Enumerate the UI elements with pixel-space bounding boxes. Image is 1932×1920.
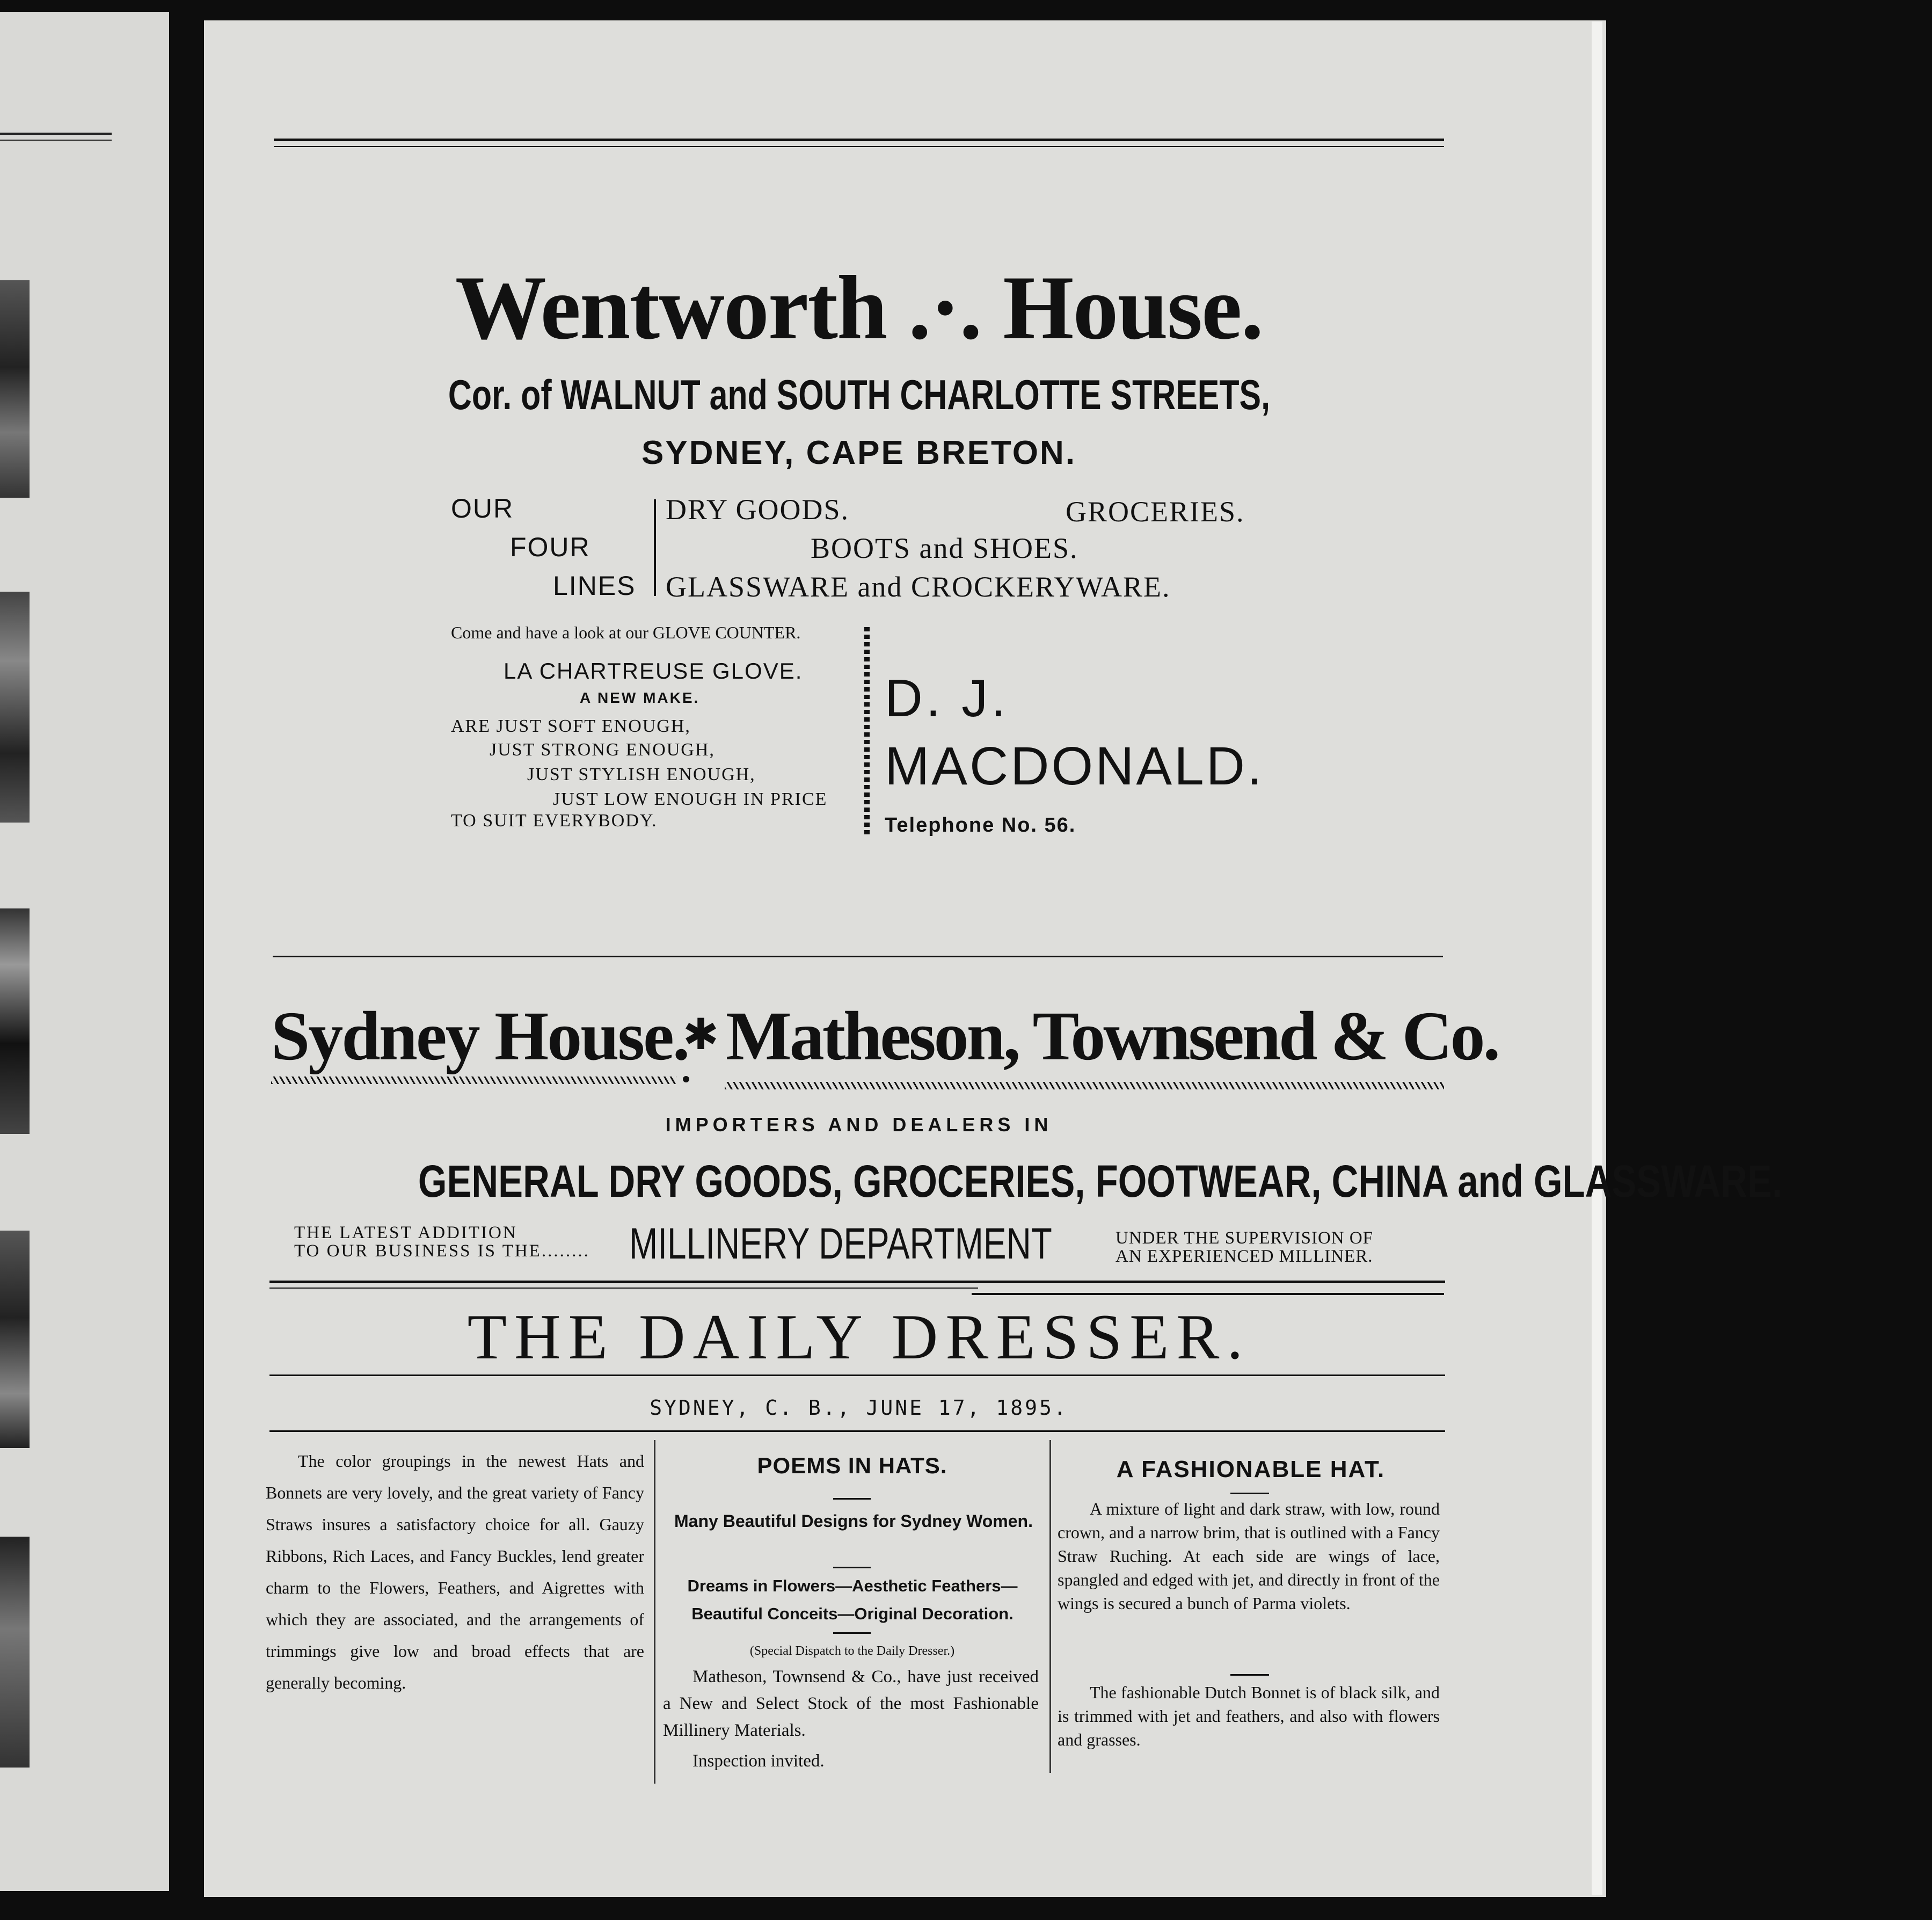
line-groceries: GROCERIES. bbox=[1066, 496, 1245, 528]
short-rule bbox=[1230, 1674, 1269, 1676]
top-rule bbox=[274, 139, 1444, 141]
column-2-title: POEMS IN HATS. bbox=[757, 1453, 947, 1478]
sydney-house-name: Sydney House. bbox=[271, 998, 689, 1075]
brace bbox=[654, 499, 656, 596]
inspection-invited: Inspection invited. bbox=[692, 1751, 825, 1771]
dateline: SYDNEY, C. B., JUNE 17, 1895. bbox=[650, 1396, 1068, 1420]
column-2-text: Matheson, Townsend & Co., have just received a New and Select Stock of the most Fashionable Millinery Materials. bbox=[663, 1667, 1039, 1740]
column-3-title: A FASHIONABLE HAT. bbox=[1116, 1456, 1386, 1482]
adjacent-photo bbox=[0, 1231, 30, 1448]
section-rule bbox=[972, 1293, 1444, 1295]
column-3-text: A mixture of light and dark straw, with low, round crown, and a narrow brim, that is outlined with a Fancy Straw Ruching. At each side are wings of lace, spangled and edged with jet, and directly in front of the wings is secured a bunch of Parma violets. bbox=[1058, 1499, 1440, 1613]
wentworth-city: SYDNEY, CAPE BRETON. bbox=[641, 434, 1076, 471]
column-2-subhead: Many Beautiful Designs for Sydney Women. bbox=[674, 1511, 1033, 1531]
top-rule bbox=[274, 146, 1444, 147]
adjacent-photo bbox=[0, 280, 30, 498]
glove-new-make: A NEW MAKE. bbox=[580, 689, 700, 706]
wentworth-title: Wentworth .·. House. bbox=[455, 257, 1263, 358]
proprietor-name: MACDONALD. bbox=[885, 736, 1264, 796]
column-2-subhead: Dreams in Flowers—Aesthetic Feathers—Beautiful Conceits—Original Decoration. bbox=[687, 1576, 1018, 1623]
proprietor-initials: D. J. bbox=[885, 668, 1009, 728]
adjacent-photo bbox=[0, 592, 30, 823]
adjacent-page bbox=[0, 12, 169, 1891]
short-rule bbox=[833, 1498, 871, 1500]
dot-ornament bbox=[683, 1076, 689, 1082]
adjacent-page-rule bbox=[0, 140, 112, 141]
column-separator bbox=[1049, 1440, 1051, 1773]
decorative-bar bbox=[271, 1077, 676, 1084]
section-rule bbox=[269, 1281, 1445, 1283]
glove-line: ARE JUST SOFT ENOUGH, bbox=[451, 716, 691, 736]
ad-divider bbox=[864, 627, 870, 838]
label-four: FOUR bbox=[510, 532, 590, 562]
adjacent-page-rule bbox=[0, 133, 112, 135]
goods-line: GENERAL DRY GOODS, GROCERIES, FOOTWEAR, CHINA and GLASSWARE. bbox=[418, 1156, 1783, 1206]
glove-line: JUST STYLISH ENOUGH, bbox=[527, 765, 756, 784]
telephone: Telephone No. 56. bbox=[885, 814, 1076, 837]
supervision-2: AN EXPERIENCED MILLINER. bbox=[1116, 1247, 1373, 1266]
adjacent-photo bbox=[0, 1537, 30, 1768]
short-rule bbox=[1230, 1493, 1269, 1494]
wentworth-address: Cor. of WALNUT and SOUTH CHARLOTTE STREETS, bbox=[448, 371, 1270, 418]
supervision-1: UNDER THE SUPERVISION OF bbox=[1116, 1228, 1374, 1248]
glove-intro: Come and have a look at our GLOVE COUNTER. bbox=[451, 623, 801, 642]
glove-name: LA CHARTREUSE GLOVE. bbox=[504, 658, 803, 683]
short-rule bbox=[833, 1632, 871, 1634]
company-name: Matheson, Townsend & Co. bbox=[726, 998, 1499, 1075]
importers-line: IMPORTERS AND DEALERS IN bbox=[665, 1114, 1053, 1136]
glove-line: JUST LOW ENOUGH IN PRICE bbox=[553, 789, 828, 809]
line-dry-goods: DRY GOODS. bbox=[666, 493, 850, 526]
masthead: THE DAILY DRESSER. bbox=[467, 1301, 1251, 1372]
dateline-rule bbox=[269, 1430, 1445, 1432]
latest-addition-2: TO OUR BUSINESS IS THE........ bbox=[294, 1241, 590, 1261]
millinery-department: MILLINERY DEPARTMENT bbox=[629, 1219, 1052, 1268]
line-glassware: GLASSWARE and CROCKERYWARE. bbox=[666, 571, 1171, 603]
short-rule bbox=[833, 1567, 871, 1568]
page-edge bbox=[1592, 21, 1602, 1895]
column-3-text: The fashionable Dutch Bonnet is of black silk, and is trimmed with jet and feathers, and also with flowers and grasses. bbox=[1058, 1683, 1440, 1749]
column-1-text: The color groupings in the newest Hats and Bonnets are very lovely, and the great variety of Fancy Straws insures a satisfactory choice for all. Gauzy Ribbons, Rich Laces, and Fancy Buckles, lend greater charm to the Flowers, Feathers, and Aigrettes with which they are associated, and the arrangements of trimmings give low and broad effects that are generally becoming. bbox=[266, 1451, 644, 1692]
label-lines: LINES bbox=[553, 571, 636, 601]
label-our: OUR bbox=[451, 493, 514, 523]
decorative-bar bbox=[725, 1082, 1444, 1089]
section-rule bbox=[269, 1288, 978, 1289]
asterisk-ornament: ✱ bbox=[683, 1012, 719, 1059]
dispatch-note: (Special Dispatch to the Daily Dresser.) bbox=[749, 1644, 955, 1658]
section-rule bbox=[273, 956, 1443, 957]
latest-addition-1: THE LATEST ADDITION bbox=[294, 1223, 517, 1242]
line-boots-shoes: BOOTS and SHOES. bbox=[811, 532, 1078, 564]
glove-line: TO SUIT EVERYBODY. bbox=[451, 811, 658, 831]
adjacent-photo bbox=[0, 908, 30, 1134]
glove-line: JUST STRONG ENOUGH, bbox=[490, 740, 715, 760]
column-separator bbox=[654, 1440, 655, 1784]
masthead-rule bbox=[269, 1374, 1445, 1376]
